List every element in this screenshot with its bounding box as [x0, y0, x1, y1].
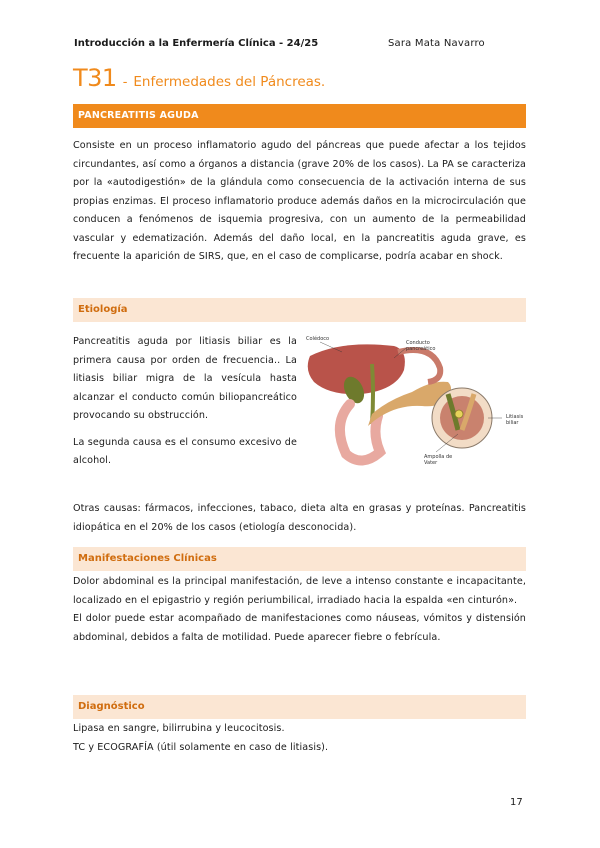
section-heading-etiologia: Etiología — [73, 298, 526, 322]
diagnostico-line-1: Lipasa en sangre, bilirrubina y leucocitosis. — [73, 723, 285, 734]
diagnostico-body — [73, 720, 526, 757]
manifestaciones-paragraph-1: Dolor abdominal es la principal manifestación, de leve a intenso constante e incapacitante, localizado en el epigastrio y región periumbilical, irradiado hacia la espalda «en cinturón». — [73, 576, 526, 606]
gallstone-shape — [455, 410, 463, 418]
label-ampolla-vater: Ampolla de Vater — [424, 454, 453, 466]
duodenal-wall — [440, 396, 484, 440]
etiologia-other-causes — [73, 500, 526, 537]
diagnostico-line-2: TC y ECOGRAFÍA (útil solamente en caso de litiasis). — [73, 741, 329, 753]
author-name: Sara Mata Navarro — [388, 38, 485, 49]
pancreatitis-body — [73, 137, 526, 267]
manifestaciones-paragraph-2: El dolor puede estar acompañado de manifestaciones como náuseas, vómitos y distensión abdominal, debidos a falta de motilidad. Puede aparecer fiebre o febrícula. — [73, 613, 526, 643]
etiologia-left-text — [73, 333, 297, 471]
manifestaciones-body — [73, 573, 526, 647]
label-litiasis-biliar: Litiasis biliar — [506, 414, 524, 426]
page-number: 17 — [510, 797, 523, 808]
title-separator: - — [122, 75, 128, 90]
section-heading-manifestaciones: Manifestaciones Clínicas — [73, 547, 526, 571]
label-coledoco: Colédoco — [306, 336, 330, 342]
chapter-title — [73, 64, 325, 92]
chapter-title-text: Enfermedades del Páncreas. — [133, 74, 326, 90]
etiologia-paragraph-2: La segunda causa es el consumo excesivo de alcohol. — [73, 436, 297, 466]
pancreas-anatomy-figure — [302, 334, 528, 474]
etiologia-paragraph-3: Otras causas: fármacos, infecciones, tabaco, dieta alta en grasas y proteínas. Pancreatitis idiopática en el 20% de los casos (etiología desconocida). — [73, 503, 526, 533]
pancreatitis-paragraph: Consiste en un proceso inflamatorio agudo del páncreas que puede afectar a los tejidos circundantes, así como a órganos a distancia (grave 20% de los casos). La PA se caracteriza por la «autodigestión» de la glándula como consecuencia de la activación interna de sus propias enzimas. El proceso inflamatorio produce además daños en la microcirculación que conducen a fenómenos de isquemia progresiva, con un aumento de la permeabilidad vascular y edematización. Además del daño local, en la pancreatitis aguda grave, es frecuente la aparición de SIRS, que, en el caso de complicarse, podría acabar en shock. — [73, 140, 526, 262]
chapter-number: T31 — [73, 64, 117, 92]
section-heading-pancreatitis: PANCREATITIS AGUDA — [73, 104, 526, 128]
etiologia-paragraph-1: Pancreatitis aguda por litiasis biliar es la primera causa por orden de frecuencia.. La litiasis biliar migra de la vesícula hasta alcanzar el conducto común biliopancreático provocando su obstrucción. — [73, 336, 297, 421]
label-conducto-pancreatico: Conducto pancreático — [406, 340, 436, 352]
pancreas-illustration — [302, 334, 528, 474]
course-title: Introducción a la Enfermería Clínica - 24/25 — [74, 38, 319, 49]
section-heading-diagnostico: Diagnóstico — [73, 695, 526, 719]
page-header — [74, 38, 526, 54]
